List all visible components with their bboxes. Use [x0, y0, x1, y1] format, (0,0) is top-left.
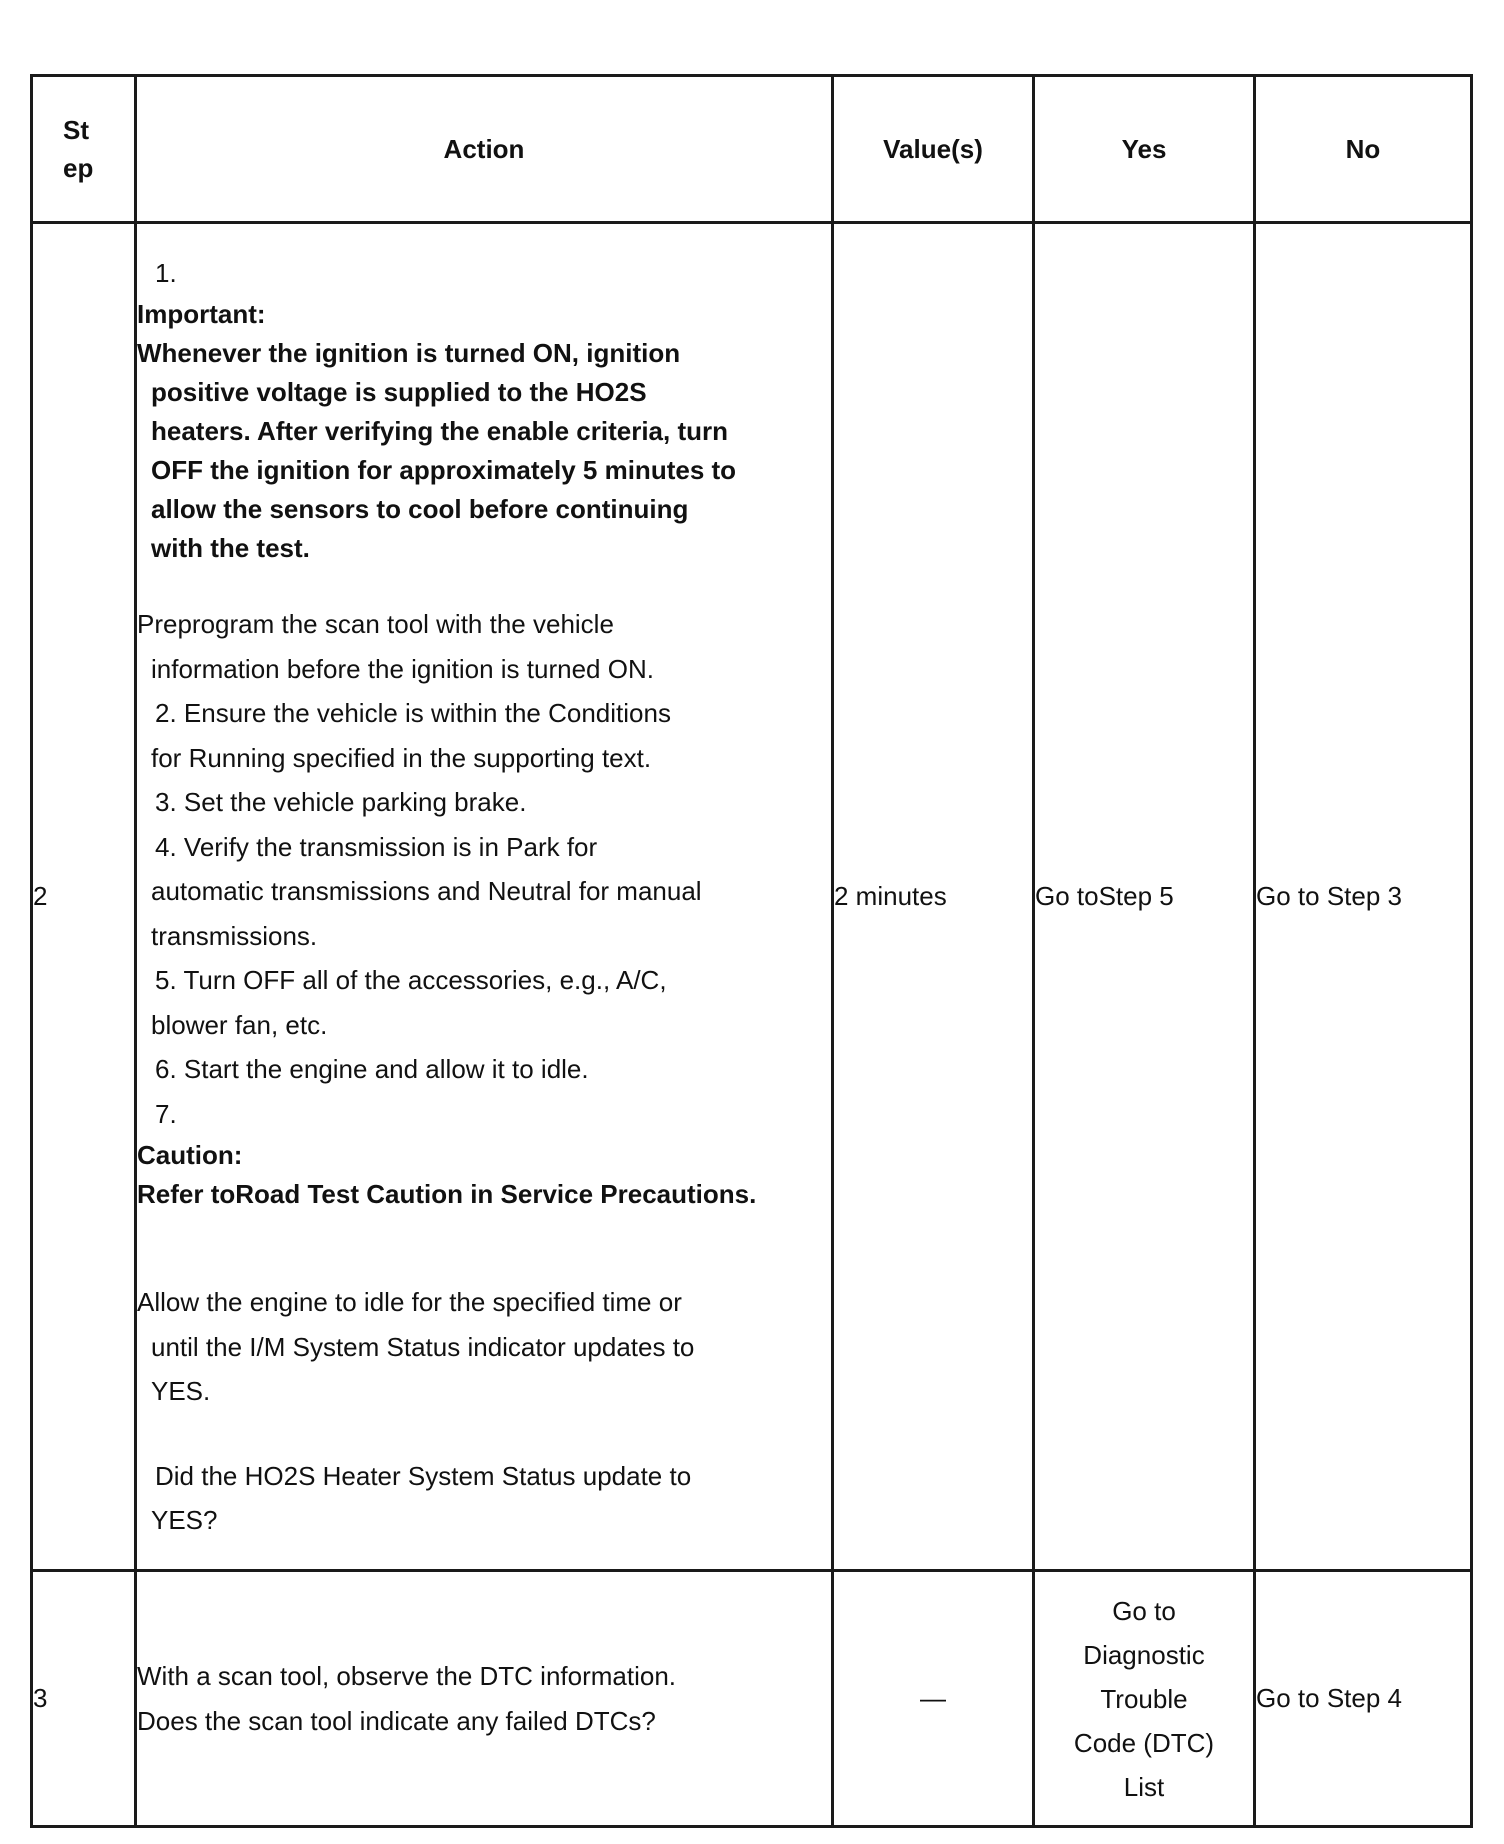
yes-cell — [1034, 1571, 1255, 1827]
step-number: 2 — [32, 223, 136, 1571]
list-item: 6. Start the engine and allow it to idle. — [155, 1054, 589, 1084]
important-text-line: Whenever the ignition is turned ON, ignition — [137, 338, 681, 368]
important-text-line: allow the sensors to cool before continuing — [151, 494, 689, 524]
important-text-line: with the test. — [151, 533, 310, 563]
header-values: Value(s) — [833, 76, 1034, 223]
list-item-continuation: for Running specified in the supporting text. — [151, 742, 652, 773]
table-row-step-2 — [32, 223, 1472, 1571]
diagnostic-table — [30, 74, 1473, 1828]
header-yes: Yes — [1034, 76, 1255, 223]
yes-text-line: Diagnostic — [1083, 1639, 1205, 1670]
caution-text: Refer toRoad Test Caution in Service Precautions. — [137, 1179, 757, 1209]
step-number: 3 — [32, 1571, 136, 1827]
important-text-line: positive voltage is supplied to the HO2S — [151, 377, 647, 407]
caution-label: Caution: — [137, 1140, 243, 1170]
important-label: Important: — [137, 299, 266, 329]
allow-text-line: until the I/M System Status indicator updates to — [151, 1331, 695, 1362]
allow-text-line: YES. — [151, 1376, 211, 1406]
list-item-number: 1. — [155, 257, 177, 288]
yes-text-line: Code (DTC) — [1073, 1727, 1215, 1758]
question-text-line: Did the HO2S Heater System Status update to — [155, 1460, 692, 1491]
value-cell: 2 minutes — [833, 223, 1034, 1571]
no-cell: Go to Step 3 — [1255, 223, 1472, 1571]
question-text-line: YES? — [151, 1505, 218, 1535]
allow-text-line: Allow the engine to idle for the specified time or — [137, 1287, 682, 1317]
preprogram-text-line: information before the ignition is turned ON. — [151, 653, 654, 684]
table-row-step-3 — [32, 1571, 1472, 1827]
no-cell: Go to Step 4 — [1255, 1571, 1472, 1827]
header-row — [32, 76, 1472, 223]
action-cell — [136, 1571, 833, 1827]
list-item-number: 7. — [155, 1098, 177, 1129]
header-no: No — [1255, 76, 1472, 223]
action-text-line: Does the scan tool indicate any failed DTCs? — [137, 1705, 656, 1736]
list-item: 5. Turn OFF all of the accessories, e.g., A/C, — [155, 965, 667, 995]
yes-text-line: Go to — [1112, 1595, 1176, 1626]
list-item-continuation: transmissions. — [151, 920, 318, 951]
yes-text-line: Trouble — [1100, 1683, 1188, 1714]
header-step-line2: ep — [63, 153, 94, 183]
preprogram-text-line: Preprogram the scan tool with the vehicle — [137, 609, 614, 639]
action-cell — [136, 223, 833, 1571]
action-text-line: With a scan tool, observe the DTC information. — [137, 1661, 677, 1691]
list-item: 3. Set the vehicle parking brake. — [155, 787, 527, 817]
list-item-continuation: automatic transmissions and Neutral for manual — [151, 876, 702, 906]
header-action: Action — [136, 76, 833, 223]
list-item: 4. Verify the transmission is in Park for — [155, 831, 598, 862]
header-step — [32, 76, 136, 223]
list-item-continuation: blower fan, etc. — [151, 1009, 328, 1040]
yes-text-line: List — [1123, 1771, 1165, 1802]
important-text-line: OFF the ignition for approximately 5 minutes to — [151, 455, 737, 485]
list-item: 2. Ensure the vehicle is within the Conditions — [155, 698, 671, 728]
important-text-line: heaters. After verifying the enable criteria, turn — [151, 416, 728, 446]
header-step-line1: St — [63, 115, 89, 145]
yes-cell: Go toStep 5 — [1034, 223, 1255, 1571]
value-cell: — — [833, 1571, 1034, 1827]
